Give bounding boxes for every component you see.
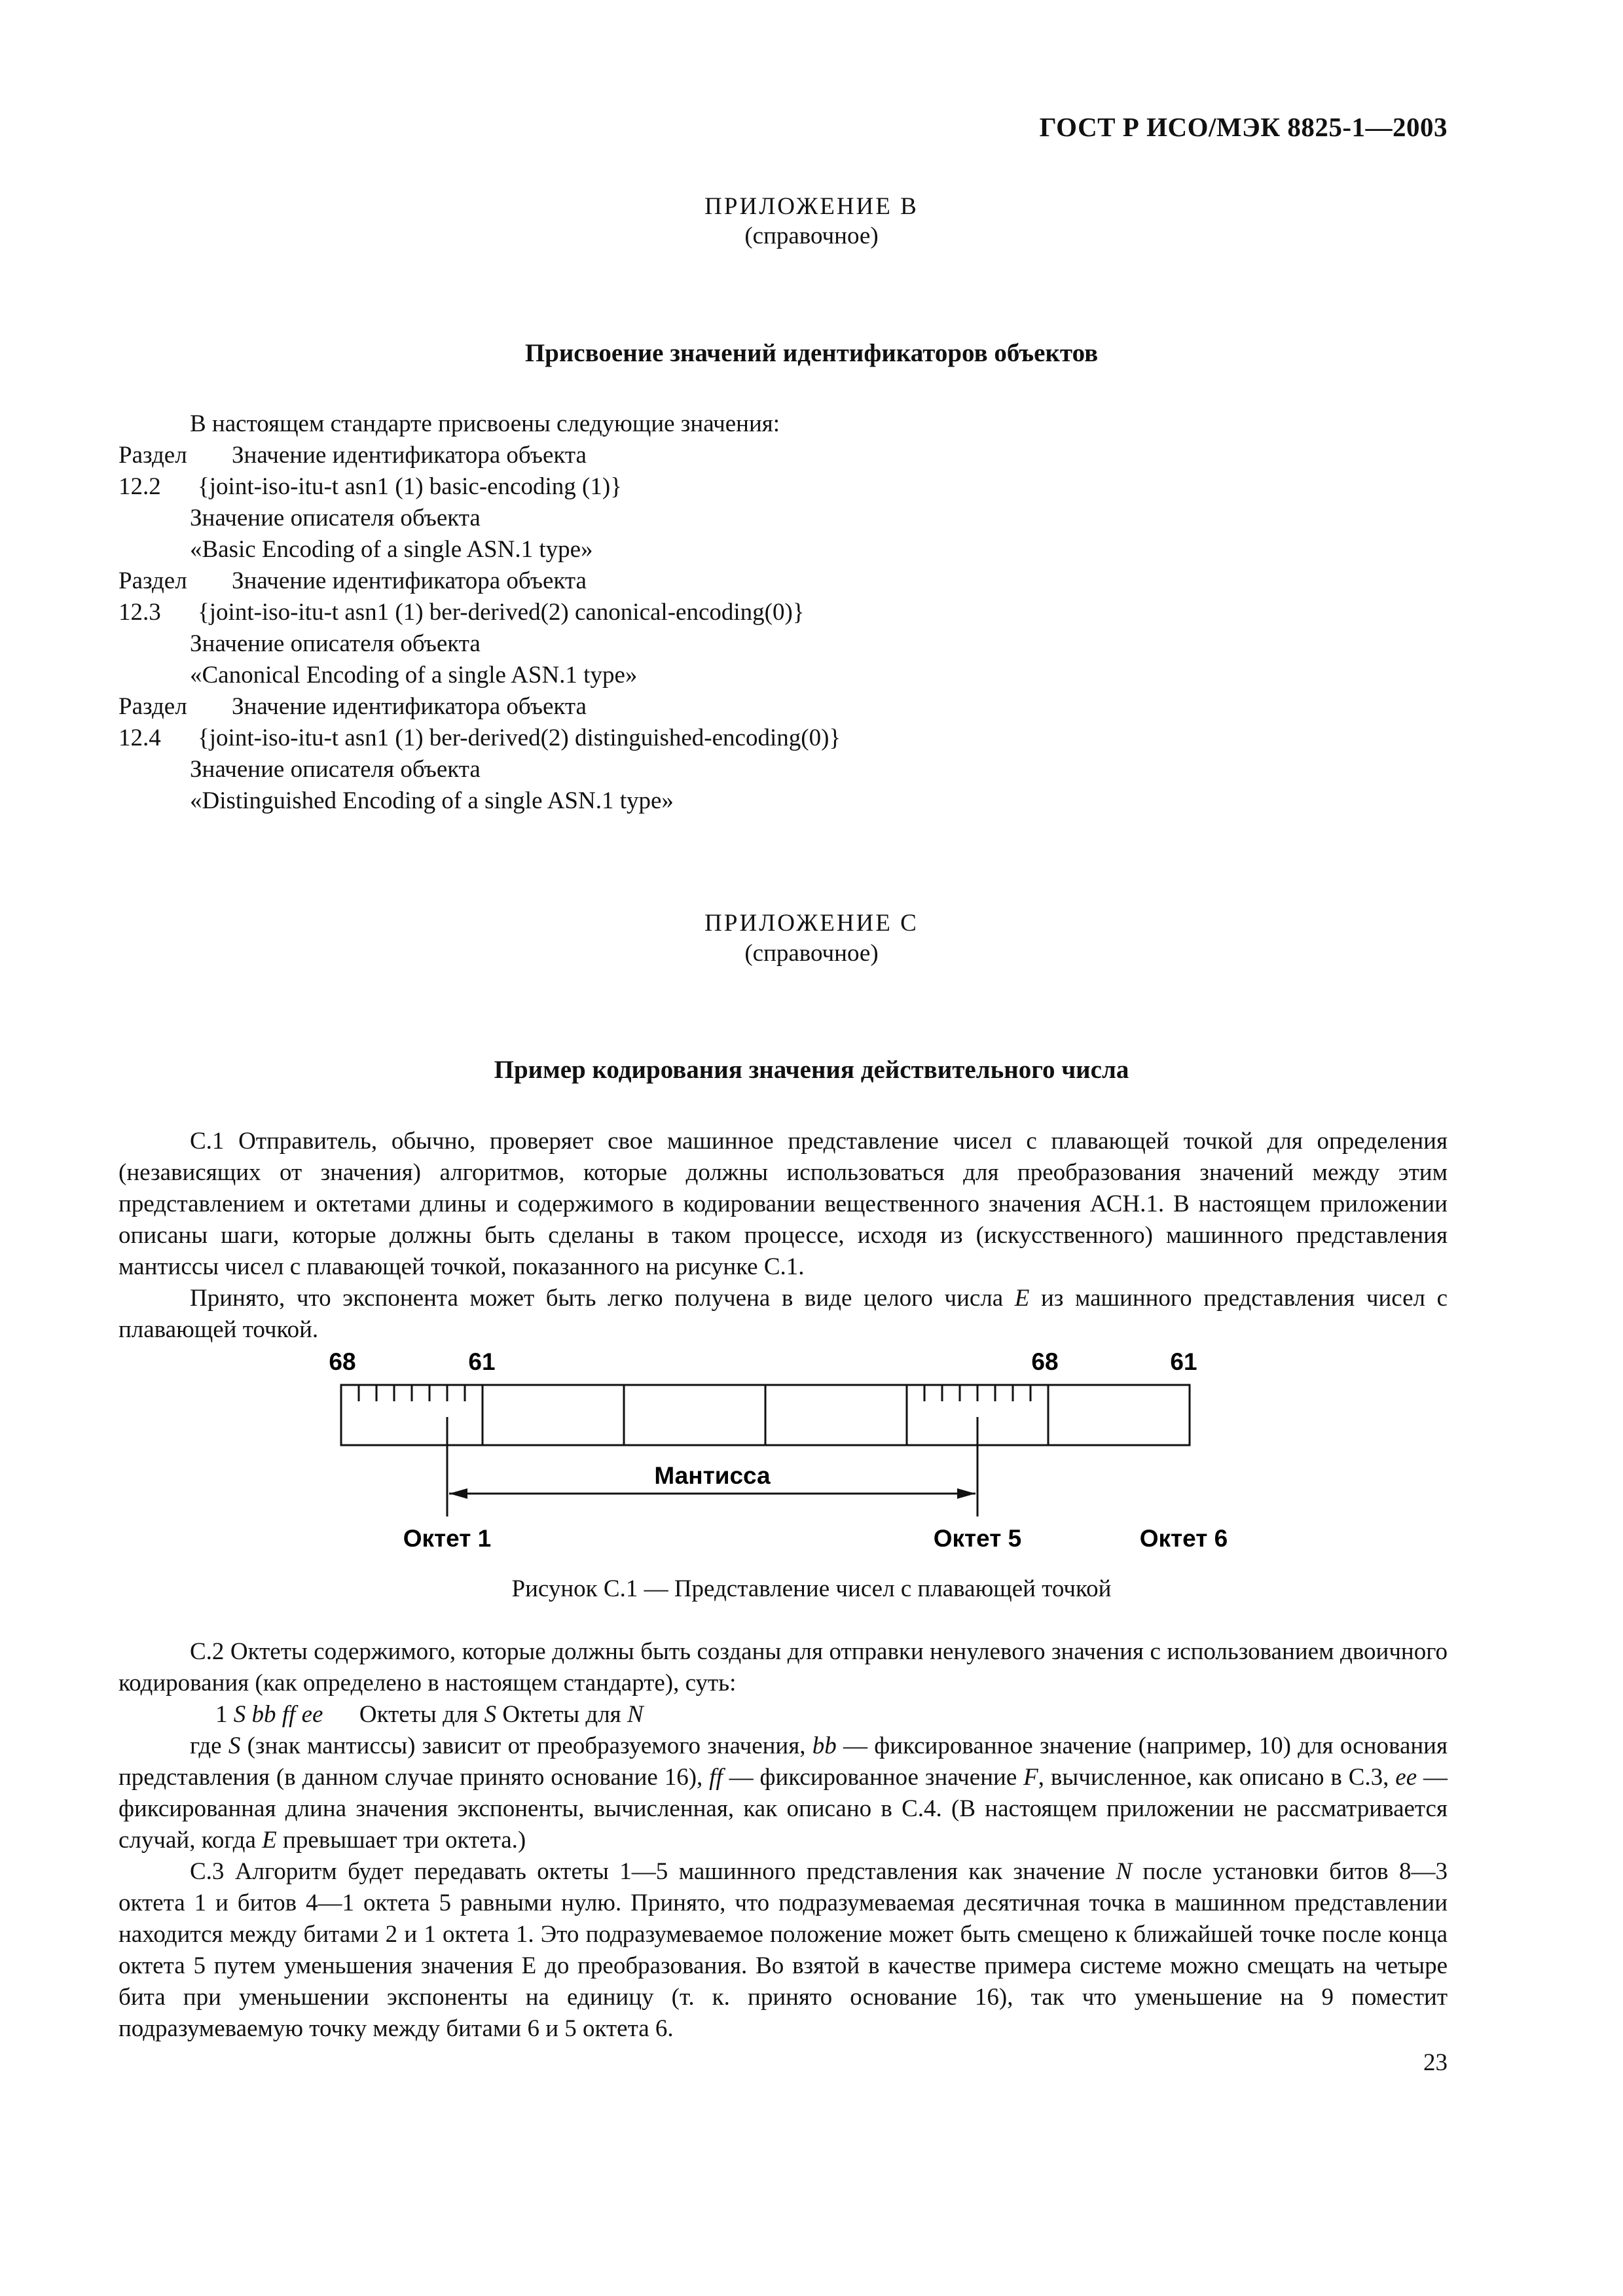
- figure-caption: Рисунок С.1 — Представление чисел с плавающей точкой: [511, 1575, 1112, 1602]
- text-run: , вычисленное, как описано в С.3,: [1038, 1764, 1396, 1791]
- text-run: — фиксированное значение (например, 10) для основания представления (в данном случае принято основание 16),: [119, 1732, 1448, 1791]
- descriptor-label: Значение описателя объекта: [190, 756, 481, 783]
- c2-formula: [215, 1699, 644, 1731]
- page-header: ГОСТ Р ИСО/МЭК 8825-1—2003: [1039, 112, 1448, 142]
- paragraph-c2-where: [119, 1731, 1448, 1856]
- variable-e: E: [1014, 1285, 1030, 1312]
- bit-label: 68: [329, 1348, 356, 1375]
- formula-ff: ff: [282, 1701, 296, 1728]
- paragraph-c1-exponent: [119, 1283, 1448, 1346]
- annex-c-title: Пример кодирования значения действительного числа: [494, 1056, 1129, 1084]
- paragraph-c1: С.1 Отправитель, обычно, проверяет свое машинное представление чисел с плавающей точкой для определения (независящих от значения) алгоритмов, которые должны использоваться для преобразования значений между этим представлением и октетами длины и содержимого в кодировании вещественного значения АСН.1. В настоящем приложении описаны шаги, которые должны быть сделаны в таком процессе, исходя из (искусственного) машинного представления мантиссы чисел с плавающей точкой, показанного на рисунке С.1.: [119, 1128, 1448, 1280]
- annex-b-intro: В настоящем стандарте присвоены следующие значения:: [190, 410, 780, 437]
- variable-n: N: [1116, 1858, 1133, 1885]
- variable-ee: ee: [1395, 1764, 1417, 1791]
- annex-c-kind: (справочное): [744, 940, 879, 967]
- formula-s: S: [233, 1701, 246, 1728]
- formula-one: 1: [215, 1701, 228, 1728]
- paragraph-c3: [119, 1856, 1448, 2045]
- text-run: (знак мантиссы) зависит от преобразуемого значения,: [240, 1732, 812, 1759]
- formula-n: N: [627, 1701, 644, 1728]
- float-representation-diagram: [319, 1338, 1236, 1574]
- formula-ee: ee: [301, 1701, 323, 1728]
- descriptor-value: «Canonical Encoding of a single ASN.1 type»: [190, 662, 638, 689]
- text-run: — фиксированное значение: [722, 1764, 1024, 1791]
- oid-label: Значение идентификатора объекта: [232, 693, 587, 720]
- descriptor-value: «Distinguished Encoding of a single ASN.1 type»: [190, 787, 674, 814]
- oid-value: {joint-iso-itu-t asn1 (1) basic-encoding (1)}: [198, 473, 622, 500]
- text-run: после установки битов 8—3 октета 1 и битов 4—1 октета 5 равными нулю. Принято, что подразумеваемая десятичная точка в машинном представлении находится между битами 2 и 1 октета 1. Это подразумеваемое положение может быть смещено к ближайшей точке после конца октета 5 путем уменьшения значения Е до преобразования. Во взятой в качестве примера системе можно смещать на четыре бита при уменьшении экспоненты на единицу (т. к. принято основание 16), так что уменьшение на 9 поместит подразумеваемую точку между битами 6 и 5 октета 6.: [119, 1858, 1448, 2042]
- oid-label: Значение идентификатора объекта: [232, 567, 587, 594]
- variable-bb: bb: [812, 1732, 837, 1759]
- section-label: Раздел: [119, 693, 187, 720]
- octet-label: Октет 5: [933, 1525, 1022, 1552]
- text-run: превышает три октета.): [276, 1827, 526, 1854]
- octet-5-bit-ticks: [924, 1385, 1030, 1401]
- paragraph-c2: С.2 Октеты содержимого, которые должны быть созданы для отправки ненулевого значения с использованием двоичного кодирования (как определено в настоящем стандарте), суть:: [119, 1638, 1448, 1696]
- oid-label: Значение идентификатора объекта: [232, 442, 587, 469]
- bit-label: 61: [1170, 1348, 1197, 1375]
- section-number: 12.2: [119, 473, 161, 500]
- octet-label: Октет 6: [1139, 1525, 1228, 1552]
- text-run: где: [190, 1732, 228, 1759]
- section-number: 12.4: [119, 725, 161, 751]
- annex-b-title: Присвоение значений идентификаторов объектов: [524, 339, 1099, 367]
- text-run: С.3 Алгоритм будет передавать октеты 1—5 машинного представления как значение: [190, 1858, 1116, 1885]
- variable-f: F: [1023, 1764, 1038, 1791]
- formula-s: S: [484, 1701, 497, 1728]
- annex-b-heading: ПРИЛОЖЕНИЕ В: [704, 193, 919, 220]
- octet-label: Октет 1: [403, 1525, 492, 1552]
- text-run: — фиксированная длина значения экспоненты, вычисленная, как описано в С.4. (В настоящем приложении не рассматривается случай, когда: [119, 1764, 1448, 1854]
- annex-c-heading: ПРИЛОЖЕНИЕ С: [704, 910, 919, 937]
- arrowhead-right: [957, 1488, 976, 1499]
- bit-label: 68: [1031, 1348, 1059, 1375]
- descriptor-label: Значение описателя объекта: [190, 630, 481, 657]
- section-label: Раздел: [119, 442, 187, 469]
- oid-value: {joint-iso-itu-t asn1 (1) ber-derived(2) canonical-encoding(0)}: [198, 599, 805, 626]
- octet-1-bit-ticks: [359, 1385, 465, 1401]
- variable-s: S: [228, 1732, 241, 1759]
- section-label: Раздел: [119, 567, 187, 594]
- arrowhead-left: [449, 1488, 467, 1499]
- oid-value: {joint-iso-itu-t asn1 (1) ber-derived(2) distinguished-encoding(0)}: [198, 725, 841, 751]
- bit-label: 61: [468, 1348, 496, 1375]
- variable-e: E: [262, 1827, 277, 1854]
- formula-octets-for: Октеты для: [502, 1701, 621, 1728]
- page-number: 23: [1423, 2049, 1448, 2076]
- descriptor-label: Значение описателя объекта: [190, 505, 481, 531]
- mantissa-label: Мантисса: [654, 1462, 771, 1489]
- section-number: 12.3: [119, 599, 161, 626]
- descriptor-value: «Basic Encoding of a single ASN.1 type»: [190, 536, 593, 563]
- variable-ff: ff: [709, 1764, 723, 1791]
- text-run: из машинного представления чисел с плавающей точкой.: [119, 1285, 1448, 1343]
- formula-octets-for: Октеты для: [359, 1701, 479, 1728]
- text-run: Принято, что экспонента может быть легко получена в виде целого числа: [190, 1285, 1015, 1312]
- annex-b-kind: (справочное): [744, 223, 879, 249]
- formula-bb: bb: [251, 1701, 276, 1728]
